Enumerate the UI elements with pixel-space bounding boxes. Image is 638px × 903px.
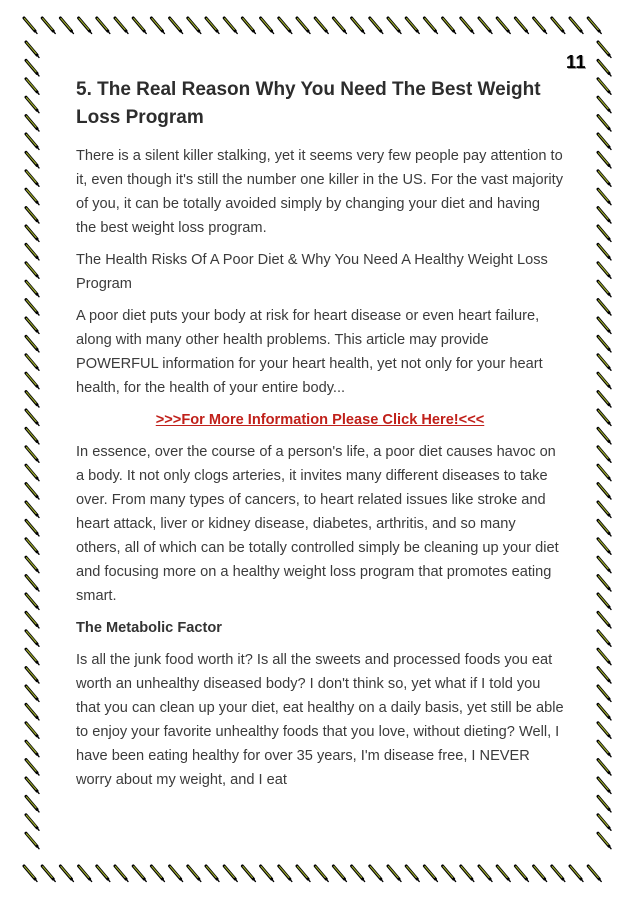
paragraph-poor-diet: A poor diet puts your body at risk for heart disease or even heart failure, along with many other health problems. This article may provide POWERFUL information for your heart health, yet not only for your heart health, for the health of your entire body... <box>76 308 543 396</box>
pencil-icon <box>26 484 39 500</box>
more-info-link[interactable]: >>>For More Information Please Click Here!<<< <box>155 412 485 428</box>
pencil-icon <box>598 134 611 150</box>
pencil-icon <box>443 18 456 34</box>
pencil-icon <box>598 208 611 224</box>
pencil-icon <box>598 741 611 757</box>
pencil-icon <box>598 465 611 481</box>
pencil-icon <box>26 189 39 205</box>
pencil-icon <box>79 18 92 34</box>
pencil-icon <box>26 97 39 113</box>
pencil-icon <box>26 355 39 371</box>
pencil-icon <box>598 704 611 720</box>
pencil-icon <box>461 18 474 34</box>
pencil-icon <box>26 336 39 352</box>
pencil-icon <box>443 866 456 882</box>
pencil-icon <box>598 79 611 95</box>
pencil-icon <box>598 318 611 334</box>
pencil-icon <box>26 760 39 776</box>
pencil-icon <box>26 152 39 168</box>
pencil-icon <box>598 520 611 536</box>
pencil-icon <box>598 336 611 352</box>
pencil-icon <box>497 18 510 34</box>
pencil-icon <box>598 281 611 297</box>
pencil-icon <box>479 866 492 882</box>
pencil-icon <box>26 796 39 812</box>
pencil-icon <box>26 649 39 665</box>
pencil-icon <box>242 866 255 882</box>
pencil-icon <box>188 18 201 34</box>
pencil-icon <box>26 594 39 610</box>
pencil-icon <box>26 741 39 757</box>
pencil-icon <box>570 18 583 34</box>
pencil-icon <box>479 18 492 34</box>
paragraph-essence: In essence, over the course of a person's life, a poor diet causes havoc on a body. It not only clogs arteries, it invites many different diseases to take over. From many types of cancers, to heart related issues like stroke and heart attack, liver or kidney disease, diabetes, arthritis, and so many others, all of which can be totally controlled simply be cleaning up your diet and focusing more on a healthy weight loss program that promotes eating smart. <box>76 444 559 604</box>
pencil-icon <box>261 18 274 34</box>
pencil-icon <box>24 18 37 34</box>
pencil-icon <box>333 18 346 34</box>
pencil-icon <box>598 42 611 58</box>
pencil-icon <box>151 866 164 882</box>
pencil-icon <box>598 263 611 279</box>
pencil-icon <box>26 833 39 849</box>
pencil-icon <box>26 502 39 518</box>
pencil-icon <box>26 576 39 592</box>
pencil-icon <box>598 686 611 702</box>
pencil-icon <box>552 866 565 882</box>
page-number: 11 <box>565 52 586 72</box>
pencil-icon <box>97 866 110 882</box>
pencil-icon <box>26 704 39 720</box>
pencil-icon <box>598 796 611 812</box>
pencil-icon <box>26 631 39 647</box>
pencil-icon <box>388 18 401 34</box>
pencil-icon <box>598 576 611 592</box>
pencil-icon <box>598 502 611 518</box>
pencil-icon <box>598 760 611 776</box>
pencil-icon <box>224 18 237 34</box>
pencil-icon <box>598 815 611 831</box>
pencil-icon <box>598 189 611 205</box>
pencil-icon <box>598 594 611 610</box>
pencil-icon <box>598 484 611 500</box>
pencil-icon <box>297 866 310 882</box>
pencil-icon <box>497 866 510 882</box>
pencil-icon <box>242 18 255 34</box>
pencil-icon <box>26 520 39 536</box>
pencil-icon <box>279 18 292 34</box>
pencil-icon <box>26 318 39 334</box>
pencil-icon <box>26 815 39 831</box>
pencil-icon <box>170 866 183 882</box>
pencil-icon <box>370 866 383 882</box>
pencil-icon <box>26 686 39 702</box>
pencil-icon <box>598 116 611 132</box>
pencil-icon <box>406 18 419 34</box>
pencil-icon <box>515 866 528 882</box>
pencil-icon <box>297 18 310 34</box>
pencil-icon <box>133 18 146 34</box>
pencil-icon <box>26 410 39 426</box>
pencil-icon <box>170 18 183 34</box>
pencil-icon <box>598 373 611 389</box>
pencil-icon <box>370 18 383 34</box>
pencil-icon <box>598 97 611 113</box>
pencil-icon <box>598 60 611 76</box>
pencil-icon <box>598 428 611 444</box>
pencil-icon <box>26 79 39 95</box>
pencil-icon <box>26 668 39 684</box>
pencil-icon <box>26 244 39 260</box>
pencil-icon <box>79 866 92 882</box>
pencil-icon <box>598 226 611 242</box>
pencil-icon <box>598 539 611 555</box>
pencil-icon <box>26 392 39 408</box>
pencil-icon <box>26 447 39 463</box>
pencil-icon <box>534 866 547 882</box>
pencil-icon <box>60 866 73 882</box>
pencil-icon <box>598 447 611 463</box>
more-info-line <box>76 408 564 432</box>
pencil-icon <box>598 778 611 794</box>
pencil-icon <box>588 18 601 34</box>
pencil-icon <box>206 18 219 34</box>
pencil-icon <box>115 18 128 34</box>
pencil-icon <box>588 866 601 882</box>
pencil-icon <box>42 866 55 882</box>
pencil-icon <box>515 18 528 34</box>
pencil-icon <box>598 557 611 573</box>
pencil-icon <box>206 866 219 882</box>
pencil-icon <box>552 18 565 34</box>
pencil-icon <box>315 866 328 882</box>
pencil-icon <box>26 134 39 150</box>
paragraph-intro: There is a silent killer stalking, yet it seems very few people pay attention to it, even though it's still the number one killer in the US. For the vast majority of you, it can be totally avoided simply by changing your diet and having the best weight loss program. <box>76 148 564 236</box>
pencil-icon <box>26 42 39 58</box>
pencil-icon <box>598 410 611 426</box>
pencil-icon <box>26 539 39 555</box>
pencil-icon <box>598 612 611 628</box>
pencil-icon <box>133 866 146 882</box>
pencil-icon <box>26 465 39 481</box>
pencil-icon <box>388 866 401 882</box>
pencil-icon <box>461 866 474 882</box>
pencil-icon <box>424 18 437 34</box>
section-heading: 5. The Real Reason Why You Need The Best Weight Loss Program <box>76 79 541 128</box>
pencil-icon <box>26 557 39 573</box>
pencil-icon <box>26 226 39 242</box>
pencil-icon <box>352 18 365 34</box>
pencil-icon <box>279 866 292 882</box>
pencil-icon <box>261 866 274 882</box>
pencil-icon <box>26 60 39 76</box>
pencil-icon <box>26 281 39 297</box>
pencil-icon <box>598 631 611 647</box>
pencil-icon <box>598 649 611 665</box>
pencil-icon <box>598 355 611 371</box>
pencil-icon <box>598 723 611 739</box>
pencil-icon <box>42 18 55 34</box>
pencil-icon <box>333 866 346 882</box>
paragraph-junk-food: Is all the junk food worth it? Is all the sweets and processed foods you eat worth an unhealthy diseased body? I don't think so, yet what if I told you that you can clean up your diet, eat healthy on a daily basis, yet still be able to enjoy your favorite unhealthy foods that you love, without dieting? Well, I have been eating healthy for over 35 years, I'm disease free, I NEVER worry about my weight, and I eat <box>76 652 564 788</box>
pencil-icon <box>26 373 39 389</box>
pencil-icon <box>534 18 547 34</box>
pencil-icon <box>151 18 164 34</box>
pencil-icon <box>26 428 39 444</box>
pencil-icon <box>406 866 419 882</box>
pencil-icon <box>224 866 237 882</box>
pencil-icon <box>26 612 39 628</box>
pencil-icon <box>26 208 39 224</box>
document-body <box>76 76 564 800</box>
pencil-icon <box>97 18 110 34</box>
pencil-icon <box>598 833 611 849</box>
pencil-icon <box>26 171 39 187</box>
pencil-icon <box>60 18 73 34</box>
pencil-icon <box>115 866 128 882</box>
pencil-icon <box>24 866 37 882</box>
pencil-icon <box>570 866 583 882</box>
paragraph-health-risks-title: The Health Risks Of A Poor Diet & Why You Need A Healthy Weight Loss Program <box>76 252 548 292</box>
pencil-icon <box>188 866 201 882</box>
pencil-icon <box>26 778 39 794</box>
pencil-icon <box>424 866 437 882</box>
pencil-icon <box>598 300 611 316</box>
pencil-icon <box>26 300 39 316</box>
subheading-metabolic-factor: The Metabolic Factor <box>76 620 222 636</box>
pencil-icon <box>598 392 611 408</box>
pencil-icon <box>598 171 611 187</box>
pencil-icon <box>315 18 328 34</box>
pencil-icon <box>26 723 39 739</box>
pencil-icon <box>26 263 39 279</box>
pencil-icon <box>598 668 611 684</box>
pencil-icon <box>26 116 39 132</box>
pencil-icon <box>598 152 611 168</box>
pencil-icon <box>598 244 611 260</box>
pencil-icon <box>352 866 365 882</box>
